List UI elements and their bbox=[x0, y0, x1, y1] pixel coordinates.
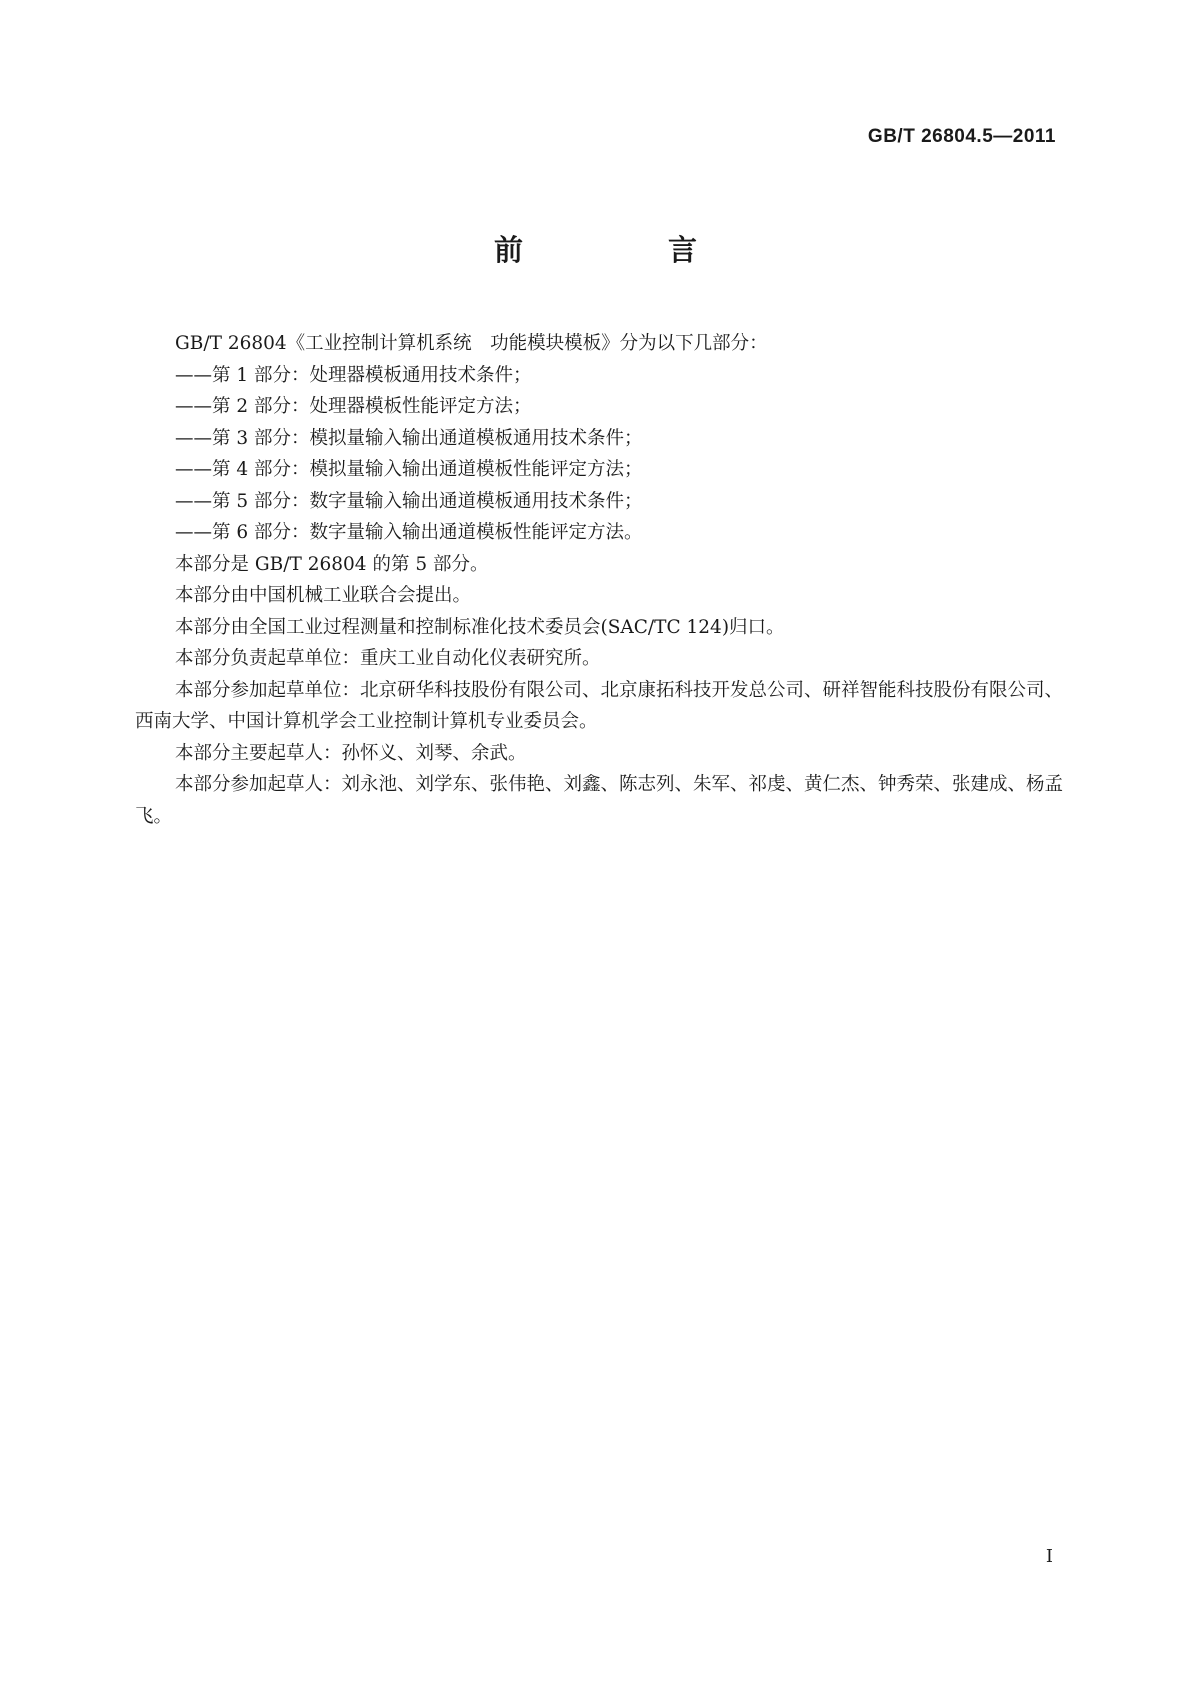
paragraph-main-drafters: 本部分主要起草人：孙怀义、刘琴、余武。 bbox=[175, 742, 527, 764]
list-item-part-2: ——第 2 部分：处理器模板性能评定方法； bbox=[175, 396, 532, 417]
paragraph-participating-units: 本部分参加起草单位：北京研华科技股份有限公司、北京康拓科技开发总公司、研祥智能科技股份有限公司、西南大学、中国计算机学会工业控制计算机专业委员会。 bbox=[135, 679, 1064, 732]
paragraph-lead-drafter-unit: 本部分负责起草单位：重庆工业自动化仪表研究所。 bbox=[175, 648, 601, 669]
list-item-part-1: ——第 1 部分：处理器模板通用技术条件； bbox=[175, 364, 532, 386]
paragraph-intro: GB/T 26804《工业控制计算机系统 功能模块模板》分为以下几部分： bbox=[175, 333, 768, 354]
list-item-part-4: ——第 4 部分：模拟量输入输出通道模板性能评定方法； bbox=[175, 459, 643, 480]
paragraph-proposer: 本部分由中国机械工业联合会提出。 bbox=[175, 585, 472, 606]
page-number: I bbox=[1045, 1546, 1053, 1567]
paragraph-part-statement: 本部分是 GB/T 26804 的第 5 部分。 bbox=[175, 553, 489, 575]
list-item-part-5: ——第 5 部分：数字量输入输出通道模板通用技术条件； bbox=[175, 490, 643, 512]
page-title: 前 言 bbox=[493, 233, 755, 267]
paragraph-centralized: 本部分由全国工业过程测量和控制标准化技术委员会(SAC/TC 124)归口。 bbox=[175, 616, 785, 638]
foreword-body bbox=[135, 328, 1063, 832]
paragraph-participating-drafters: 本部分参加起草人：刘永池、刘学东、张伟艳、刘鑫、陈志列、朱军、祁虔、黄仁杰、钟秀荣、张建成、杨孟飞。 bbox=[135, 774, 1064, 827]
standard-code: GB/T 26804.5—2011 bbox=[867, 126, 1056, 147]
list-item-part-6: ——第 6 部分：数字量输入输出通道模板性能评定方法。 bbox=[175, 522, 643, 543]
list-item-part-3: ——第 3 部分：模拟量输入输出通道模板通用技术条件； bbox=[175, 427, 643, 449]
